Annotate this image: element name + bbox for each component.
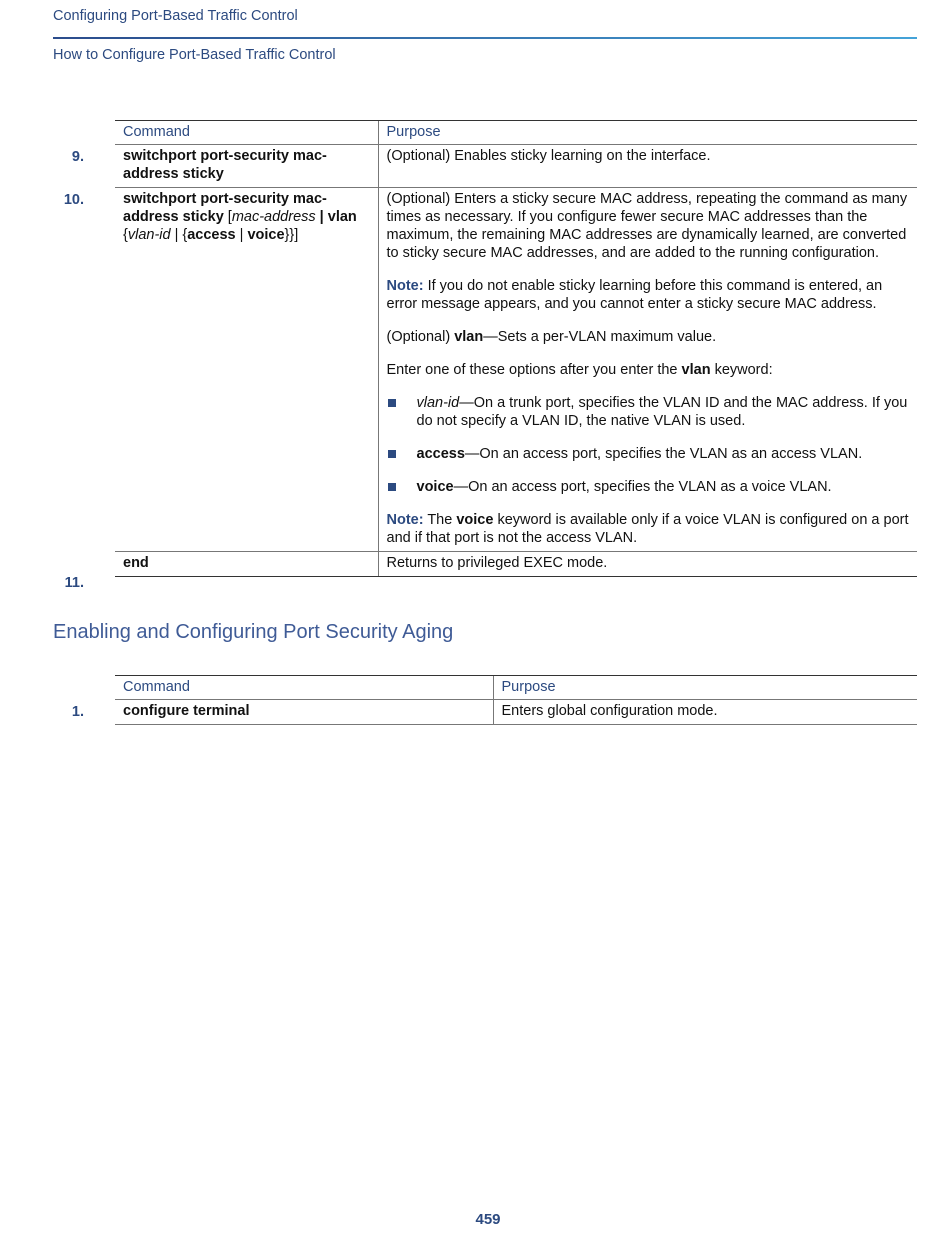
command-cell <box>115 188 378 552</box>
command-keyword: switchport port-security mac-address sticky <box>123 191 327 225</box>
option-description: —On an access port, specifies the VLAN as a voice VLAN. <box>453 479 832 495</box>
column-header-purpose: Purpose <box>378 121 917 145</box>
list-item <box>387 394 910 430</box>
bullet-square-icon <box>388 399 396 407</box>
command-keyword: | vlan <box>319 209 357 225</box>
table-row <box>115 188 917 552</box>
purpose-cell: Enters global configuration mode. <box>493 700 917 725</box>
option-term: access <box>416 446 465 462</box>
column-header-command: Command <box>115 676 493 700</box>
note-label: Note: <box>386 512 424 528</box>
command-argument: mac-address <box>231 209 316 225</box>
section-heading: Enabling and Configuring Port Security Aging <box>53 621 454 643</box>
step-number-1: 1. <box>71 704 84 720</box>
command-syntax: | { <box>170 227 188 243</box>
command-keyword: access <box>187 227 236 243</box>
command-table-sticky <box>115 120 917 577</box>
note-paragraph <box>387 277 910 313</box>
chapter-title: Configuring Port-Based Traffic Control <box>53 8 298 24</box>
note-label: Note: <box>386 278 424 294</box>
keyword: voice <box>456 512 494 528</box>
command-keyword: voice <box>247 227 285 243</box>
option-description: —On an access port, specifies the VLAN as an access VLAN. <box>464 446 863 462</box>
command-table-aging <box>115 675 917 725</box>
text-run: Enter one of these options after you enter the <box>386 362 682 378</box>
command-syntax: | <box>235 227 248 243</box>
purpose-paragraph: (Optional) Enters a sticky secure MAC address, repeating the command as many times as necessary. If you configure fewer secure MAC addresses than the maximum, the remaining MAC addresses are dynamically learned, are converted to sticky secure MAC addresses, and are added to the running configuration. <box>386 191 908 261</box>
purpose-cell: (Optional) Enables sticky learning on the interface. <box>378 145 917 188</box>
step-number-11: 11. <box>64 575 84 591</box>
table-row <box>115 700 917 725</box>
text-run: keyword is available only if a voice VLAN is configured on a port and if that port is not the access VLAN. <box>386 512 909 546</box>
bullet-square-icon <box>388 450 396 458</box>
command-cell: configure terminal <box>115 700 493 725</box>
option-term: vlan-id <box>416 395 460 411</box>
keyword: vlan <box>681 362 711 378</box>
table-row <box>115 145 917 188</box>
purpose-cell <box>378 188 917 552</box>
step-number-10: 10. <box>63 192 84 208</box>
command-cell: end <box>115 552 378 577</box>
table-row <box>115 552 917 577</box>
option-description: —On a trunk port, specifies the VLAN ID and the MAC address. If you do not specify a VLAN ID, the native VLAN is used. <box>416 395 908 429</box>
command-syntax: { <box>123 227 128 243</box>
page-number: 459 <box>475 1211 501 1228</box>
purpose-cell: Returns to privileged EXEC mode. <box>378 552 917 577</box>
command-argument: vlan-id <box>127 227 171 243</box>
header-rule <box>53 37 917 39</box>
column-header-purpose: Purpose <box>493 676 917 700</box>
keyword: vlan <box>454 329 484 345</box>
note-text: If you do not enable sticky learning before this command is entered, an error message appears, and you cannot enter a sticky secure MAC address. <box>386 278 883 312</box>
option-term: voice <box>416 479 454 495</box>
command-syntax: [ <box>223 209 232 225</box>
purpose-paragraph <box>387 328 910 346</box>
command-cell: switchport port-security mac-address sticky <box>115 145 378 188</box>
column-header-command: Command <box>115 121 378 145</box>
text-run: The <box>423 512 457 528</box>
section-title: How to Configure Port-Based Traffic Control <box>53 47 336 63</box>
purpose-paragraph <box>387 361 910 379</box>
step-number-9: 9. <box>71 149 84 165</box>
list-item <box>387 478 910 496</box>
command-syntax: }}] <box>284 227 299 243</box>
text-run: (Optional) <box>386 329 455 345</box>
text-run: keyword: <box>710 362 773 378</box>
text-run: —Sets a per-VLAN maximum value. <box>483 329 717 345</box>
bullet-square-icon <box>388 483 396 491</box>
list-item <box>387 445 910 463</box>
note-paragraph <box>387 511 910 547</box>
